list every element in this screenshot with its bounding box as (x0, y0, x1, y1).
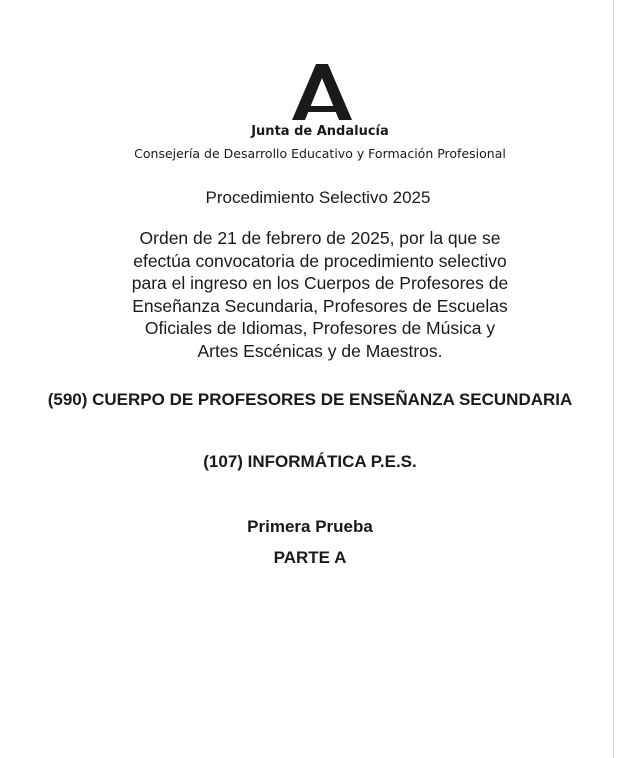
order-line: Enseñanza Secundaria, Profesores de Escuelas (132, 295, 508, 316)
order-line: efectúa convocatoria de procedimiento selectivo (133, 250, 507, 271)
page-edge (613, 0, 614, 758)
order-line: Artes Escénicas y de Maestros. (197, 340, 443, 361)
body-heading: (590) CUERPO DE PROFESORES DE ENSEÑANZA SECUNDARIA (47, 390, 573, 409)
order-line: Orden de 21 de febrero de 2025, por la que se (139, 228, 501, 248)
order-text (130, 227, 510, 362)
specialty-heading: (107) INFORMÁTICA P.E.S. (203, 452, 417, 471)
part-heading: PARTE A (273, 548, 347, 567)
org-name: Junta de Andalucía (251, 124, 389, 139)
junta-andalucia-logo-icon (292, 62, 352, 122)
procedure-title: Procedimiento Selectivo 2025 (205, 188, 431, 207)
order-line: Oficiales de Idiomas, Profesores de Música y (144, 318, 496, 338)
order-line: para el ingreso en los Cuerpos de Profesores de (131, 273, 509, 293)
exam-heading: Primera Prueba (247, 517, 373, 536)
department-name: Consejería de Desarrollo Educativo y Formación Profesional (134, 146, 506, 161)
